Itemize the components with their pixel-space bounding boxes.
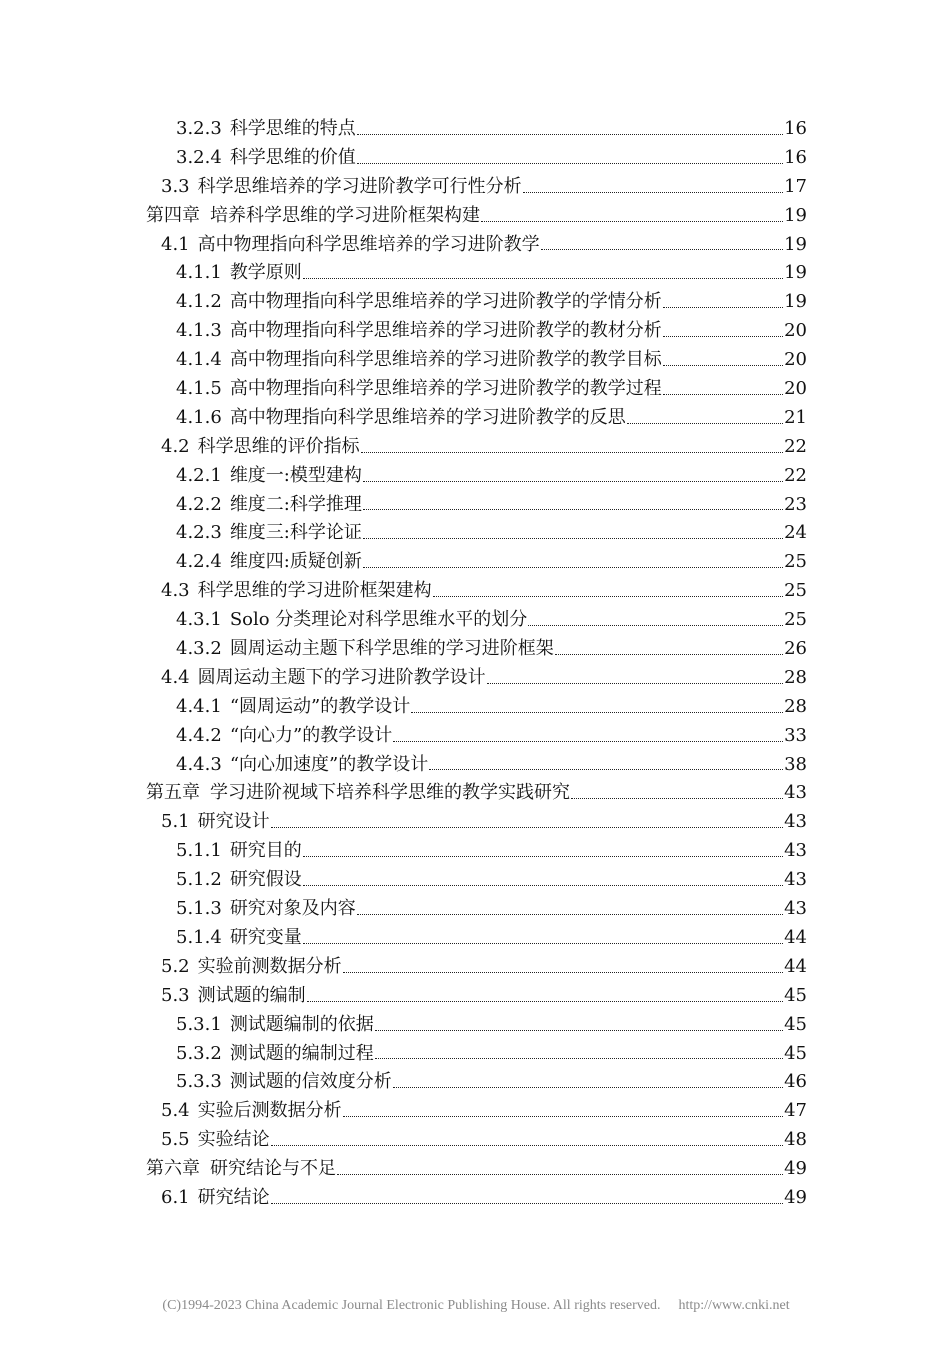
toc-entry-title: 学习进阶视域下培养科学思维的教学实践研究 — [210, 782, 570, 804]
toc-entry[interactable] — [0, 693, 952, 722]
toc-dot-leader — [271, 827, 783, 828]
toc-page-number: 43 — [784, 840, 807, 862]
toc-entry-number: 第六章 — [146, 1158, 200, 1180]
toc-entry[interactable] — [0, 259, 952, 288]
toc-dot-leader — [363, 567, 783, 568]
toc-page-number: 43 — [784, 898, 807, 920]
toc-dot-leader — [375, 1030, 783, 1031]
toc-page-number: 45 — [784, 984, 807, 1006]
toc-page-number: 43 — [784, 869, 807, 891]
toc-entry-title: 研究对象及内容 — [229, 898, 356, 920]
toc-page-number: 23 — [784, 493, 807, 515]
toc-dot-leader — [663, 307, 783, 308]
toc-entry-title: 研究结论与不足 — [210, 1158, 336, 1180]
toc-page-number: 19 — [784, 262, 807, 284]
toc-entry-number: 4.2.1 — [176, 464, 222, 486]
toc-entry-title: 实验结论 — [197, 1129, 270, 1151]
toc-entry-title: Solo 分类理论对科学思维水平的划分 — [229, 609, 528, 631]
toc-page-number: 25 — [784, 551, 807, 573]
toc-entry-number: 第四章 — [146, 204, 200, 226]
toc-entry-title: 研究设计 — [197, 811, 270, 833]
toc-dot-leader — [481, 221, 783, 222]
toc-page-number: 20 — [784, 378, 807, 400]
toc-entry-number: 5.4 — [161, 1100, 190, 1122]
toc-page-number: 44 — [784, 955, 807, 977]
table-of-contents — [0, 115, 952, 1213]
toc-entry-title: 科学思维的价值 — [229, 146, 356, 168]
toc-dot-leader — [363, 538, 783, 539]
toc-entry-title: 测试题的编制过程 — [229, 1042, 374, 1064]
copyright-text: (C)1994-2023 China Academic Journal Electronic Publishing House. All rights reserved. — [162, 1298, 661, 1313]
toc-entry[interactable] — [0, 924, 952, 953]
toc-entry-title: 测试题的信效度分析 — [229, 1071, 392, 1093]
toc-entry-title: 研究目的 — [229, 840, 302, 862]
toc-entry[interactable] — [0, 1155, 952, 1184]
toc-page-number: 43 — [784, 782, 807, 804]
toc-entry-number: 4.2.4 — [176, 551, 222, 573]
toc-page-number: 28 — [784, 666, 807, 688]
toc-entry[interactable] — [0, 895, 952, 924]
toc-entry[interactable] — [0, 751, 952, 780]
toc-entry-title: “圆周运动”的教学设计 — [229, 695, 411, 717]
toc-entry-number: 5.1.1 — [176, 840, 222, 862]
toc-entry[interactable] — [0, 519, 952, 548]
toc-entry-title: 研究假设 — [229, 869, 302, 891]
toc-dot-leader — [663, 336, 783, 337]
toc-entry-title: 实验前测数据分析 — [197, 955, 342, 977]
toc-page-number: 25 — [784, 609, 807, 631]
toc-page-number: 33 — [784, 724, 807, 746]
toc-entry[interactable] — [0, 317, 952, 346]
toc-entry-number: 4.4 — [161, 666, 190, 688]
toc-entry-title: “向心加速度”的教学设计 — [229, 753, 429, 775]
toc-entry[interactable] — [0, 1097, 952, 1126]
toc-entry[interactable] — [0, 808, 952, 837]
toc-entry-number: 5.3.3 — [176, 1071, 222, 1093]
toc-dot-leader — [411, 712, 783, 713]
toc-entry-number: 5.1.4 — [176, 926, 222, 948]
toc-entry-number: 4.2 — [161, 435, 190, 457]
toc-entry-title: 研究变量 — [229, 926, 302, 948]
toc-entry[interactable] — [0, 548, 952, 577]
toc-dot-leader — [357, 914, 783, 915]
toc-entry[interactable] — [0, 404, 952, 433]
toc-dot-leader — [357, 163, 783, 164]
toc-dot-leader — [429, 769, 783, 770]
toc-entry[interactable] — [0, 664, 952, 693]
toc-entry[interactable] — [0, 577, 952, 606]
toc-entry[interactable] — [0, 722, 952, 751]
toc-entry[interactable] — [0, 462, 952, 491]
toc-entry-number: 5.5 — [161, 1129, 190, 1151]
toc-dot-leader — [363, 509, 783, 510]
toc-page-number: 19 — [784, 233, 807, 255]
toc-page-number: 25 — [784, 580, 807, 602]
toc-dot-leader — [271, 1145, 783, 1146]
toc-page-number: 24 — [784, 522, 807, 544]
toc-entry-number: 4.1.6 — [176, 406, 222, 428]
page-footer — [0, 1298, 952, 1314]
toc-dot-leader — [571, 798, 783, 799]
toc-entry-title: 高中物理指向科学思维培养的学习进阶教学的教材分析 — [229, 320, 662, 342]
toc-entry-title: 高中物理指向科学思维培养的学习进阶教学的教学过程 — [229, 378, 662, 400]
toc-dot-leader — [555, 654, 783, 655]
toc-entry-number: 4.4.1 — [176, 695, 222, 717]
toc-dot-leader — [307, 1001, 783, 1002]
toc-entry-number: 5.2 — [161, 955, 190, 977]
toc-dot-leader — [528, 625, 783, 626]
toc-entry-title: 高中物理指向科学思维培养的学习进阶教学的教学目标 — [229, 349, 662, 371]
toc-page-number: 21 — [784, 406, 807, 428]
toc-entry[interactable] — [0, 1184, 952, 1213]
toc-page-number: 45 — [784, 1013, 807, 1035]
toc-dot-leader — [541, 249, 783, 250]
toc-entry-title: 培养科学思维的学习进阶框架构建 — [210, 204, 480, 226]
toc-page-number: 22 — [784, 435, 807, 457]
toc-page-number: 26 — [784, 638, 807, 660]
toc-dot-leader — [343, 972, 783, 973]
toc-page-number: 48 — [784, 1129, 807, 1151]
toc-dot-leader — [337, 1174, 783, 1175]
toc-entry-title: 科学思维培养的学习进阶教学可行性分析 — [197, 175, 522, 197]
toc-entry-title: 高中物理指向科学思维培养的学习进阶教学的反思 — [229, 406, 626, 428]
toc-entry-number: 4.2.2 — [176, 493, 222, 515]
toc-entry-number: 5.1.3 — [176, 898, 222, 920]
toc-page-number: 20 — [784, 349, 807, 371]
toc-page-number: 16 — [784, 146, 807, 168]
toc-entry[interactable] — [0, 1126, 952, 1155]
toc-entry[interactable] — [0, 144, 952, 173]
toc-entry-title: 教学原则 — [229, 262, 302, 284]
toc-dot-leader — [303, 943, 783, 944]
toc-page-number: 28 — [784, 695, 807, 717]
toc-entry[interactable] — [0, 173, 952, 202]
toc-entry[interactable] — [0, 491, 952, 520]
toc-entry-number: 4.4.2 — [176, 724, 222, 746]
toc-page-number: 49 — [784, 1186, 807, 1208]
toc-dot-leader — [357, 134, 783, 135]
toc-page-number: 49 — [784, 1158, 807, 1180]
toc-entry-title: 高中物理指向科学思维培养的学习进阶教学的学情分析 — [229, 291, 662, 313]
toc-entry-number: 6.1 — [161, 1186, 190, 1208]
toc-entry[interactable] — [0, 1011, 952, 1040]
toc-page-number: 46 — [784, 1071, 807, 1093]
toc-entry-number: 4.1.5 — [176, 378, 222, 400]
toc-entry-number: 4.1.2 — [176, 291, 222, 313]
toc-dot-leader — [393, 741, 783, 742]
toc-entry[interactable] — [0, 1068, 952, 1097]
toc-entry-title: 科学思维的评价指标 — [197, 435, 360, 457]
toc-dot-leader — [663, 365, 783, 366]
toc-entry[interactable] — [0, 953, 952, 982]
toc-entry-number: 5.3.1 — [176, 1013, 222, 1035]
toc-entry-title: 维度三:科学论证 — [229, 522, 362, 544]
toc-page-number: 19 — [784, 291, 807, 313]
toc-entry-number: 4.1.4 — [176, 349, 222, 371]
toc-entry-title: 圆周运动主题下的学习进阶教学设计 — [197, 666, 486, 688]
toc-entry-title: 高中物理指向科学思维培养的学习进阶教学 — [197, 233, 540, 255]
toc-dot-leader — [363, 481, 783, 482]
toc-dot-leader — [361, 452, 783, 453]
toc-dot-leader — [627, 423, 783, 424]
toc-entry-title: 维度一:模型建构 — [229, 464, 362, 486]
toc-entry[interactable] — [0, 866, 952, 895]
toc-entry-number: 4.4.3 — [176, 753, 222, 775]
toc-entry[interactable] — [0, 837, 952, 866]
toc-page-number: 44 — [784, 926, 807, 948]
toc-entry[interactable] — [0, 202, 952, 231]
toc-entry-number: 4.1 — [161, 233, 190, 255]
toc-entry-title: 科学思维的学习进阶框架建构 — [197, 580, 432, 602]
toc-page-number: 17 — [784, 175, 807, 197]
toc-page-number: 45 — [784, 1042, 807, 1064]
toc-entry-number: 4.3.2 — [176, 638, 222, 660]
toc-entry-number: 5.3 — [161, 984, 190, 1006]
toc-dot-leader — [303, 856, 783, 857]
toc-entry-title: “向心力”的教学设计 — [229, 724, 393, 746]
toc-dot-leader — [343, 1116, 783, 1117]
toc-entry[interactable] — [0, 231, 952, 260]
toc-entry[interactable] — [0, 375, 952, 404]
toc-entry[interactable] — [0, 606, 952, 635]
toc-entry[interactable] — [0, 288, 952, 317]
toc-entry-title: 实验后测数据分析 — [197, 1100, 342, 1122]
toc-page-number: 20 — [784, 320, 807, 342]
toc-entry-title: 研究结论 — [197, 1186, 270, 1208]
toc-entry-number: 4.1.3 — [176, 320, 222, 342]
toc-entry-number: 4.3.1 — [176, 609, 222, 631]
toc-entry-title: 测试题的编制 — [197, 984, 306, 1006]
toc-page-number: 19 — [784, 204, 807, 226]
toc-entry[interactable] — [0, 779, 952, 808]
toc-entry[interactable] — [0, 635, 952, 664]
toc-entry-number: 3.2.4 — [176, 146, 222, 168]
toc-dot-leader — [433, 596, 783, 597]
toc-entry-number: 5.3.2 — [176, 1042, 222, 1064]
toc-entry-title: 科学思维的特点 — [229, 118, 356, 139]
toc-entry-number: 5.1 — [161, 811, 190, 833]
toc-entry-number: 3.3 — [161, 175, 190, 197]
toc-entry-title: 圆周运动主题下科学思维的学习进阶框架 — [229, 638, 554, 660]
toc-dot-leader — [375, 1058, 783, 1059]
toc-page-number: 16 — [784, 118, 807, 139]
toc-entry[interactable] — [0, 1040, 952, 1069]
toc-dot-leader — [303, 885, 783, 886]
toc-entry-number: 5.1.2 — [176, 869, 222, 891]
toc-entry-number: 4.2.3 — [176, 522, 222, 544]
toc-entry-title: 维度二:科学推理 — [229, 493, 362, 515]
toc-entry[interactable] — [0, 346, 952, 375]
toc-page-number: 38 — [784, 753, 807, 775]
toc-dot-leader — [393, 1087, 783, 1088]
toc-dot-leader — [487, 683, 783, 684]
toc-entry-number: 3.2.3 — [176, 118, 222, 139]
toc-entry-title: 测试题编制的依据 — [229, 1013, 374, 1035]
toc-entry[interactable] — [0, 982, 952, 1011]
toc-entry-number: 4.1.1 — [176, 262, 222, 284]
toc-dot-leader — [303, 278, 783, 279]
toc-page-number: 43 — [784, 811, 807, 833]
toc-page-number: 22 — [784, 464, 807, 486]
toc-entry-number: 第五章 — [146, 782, 200, 804]
toc-dot-leader — [663, 394, 783, 395]
toc-entry-title: 维度四:质疑创新 — [229, 551, 362, 573]
toc-dot-leader — [271, 1203, 783, 1204]
website-url: http://www.cnki.net — [678, 1298, 790, 1313]
toc-page-number: 47 — [784, 1100, 807, 1122]
toc-dot-leader — [523, 192, 783, 193]
toc-entry[interactable] — [0, 433, 952, 462]
toc-entry-number: 4.3 — [161, 580, 190, 602]
toc-entry[interactable] — [0, 115, 952, 144]
